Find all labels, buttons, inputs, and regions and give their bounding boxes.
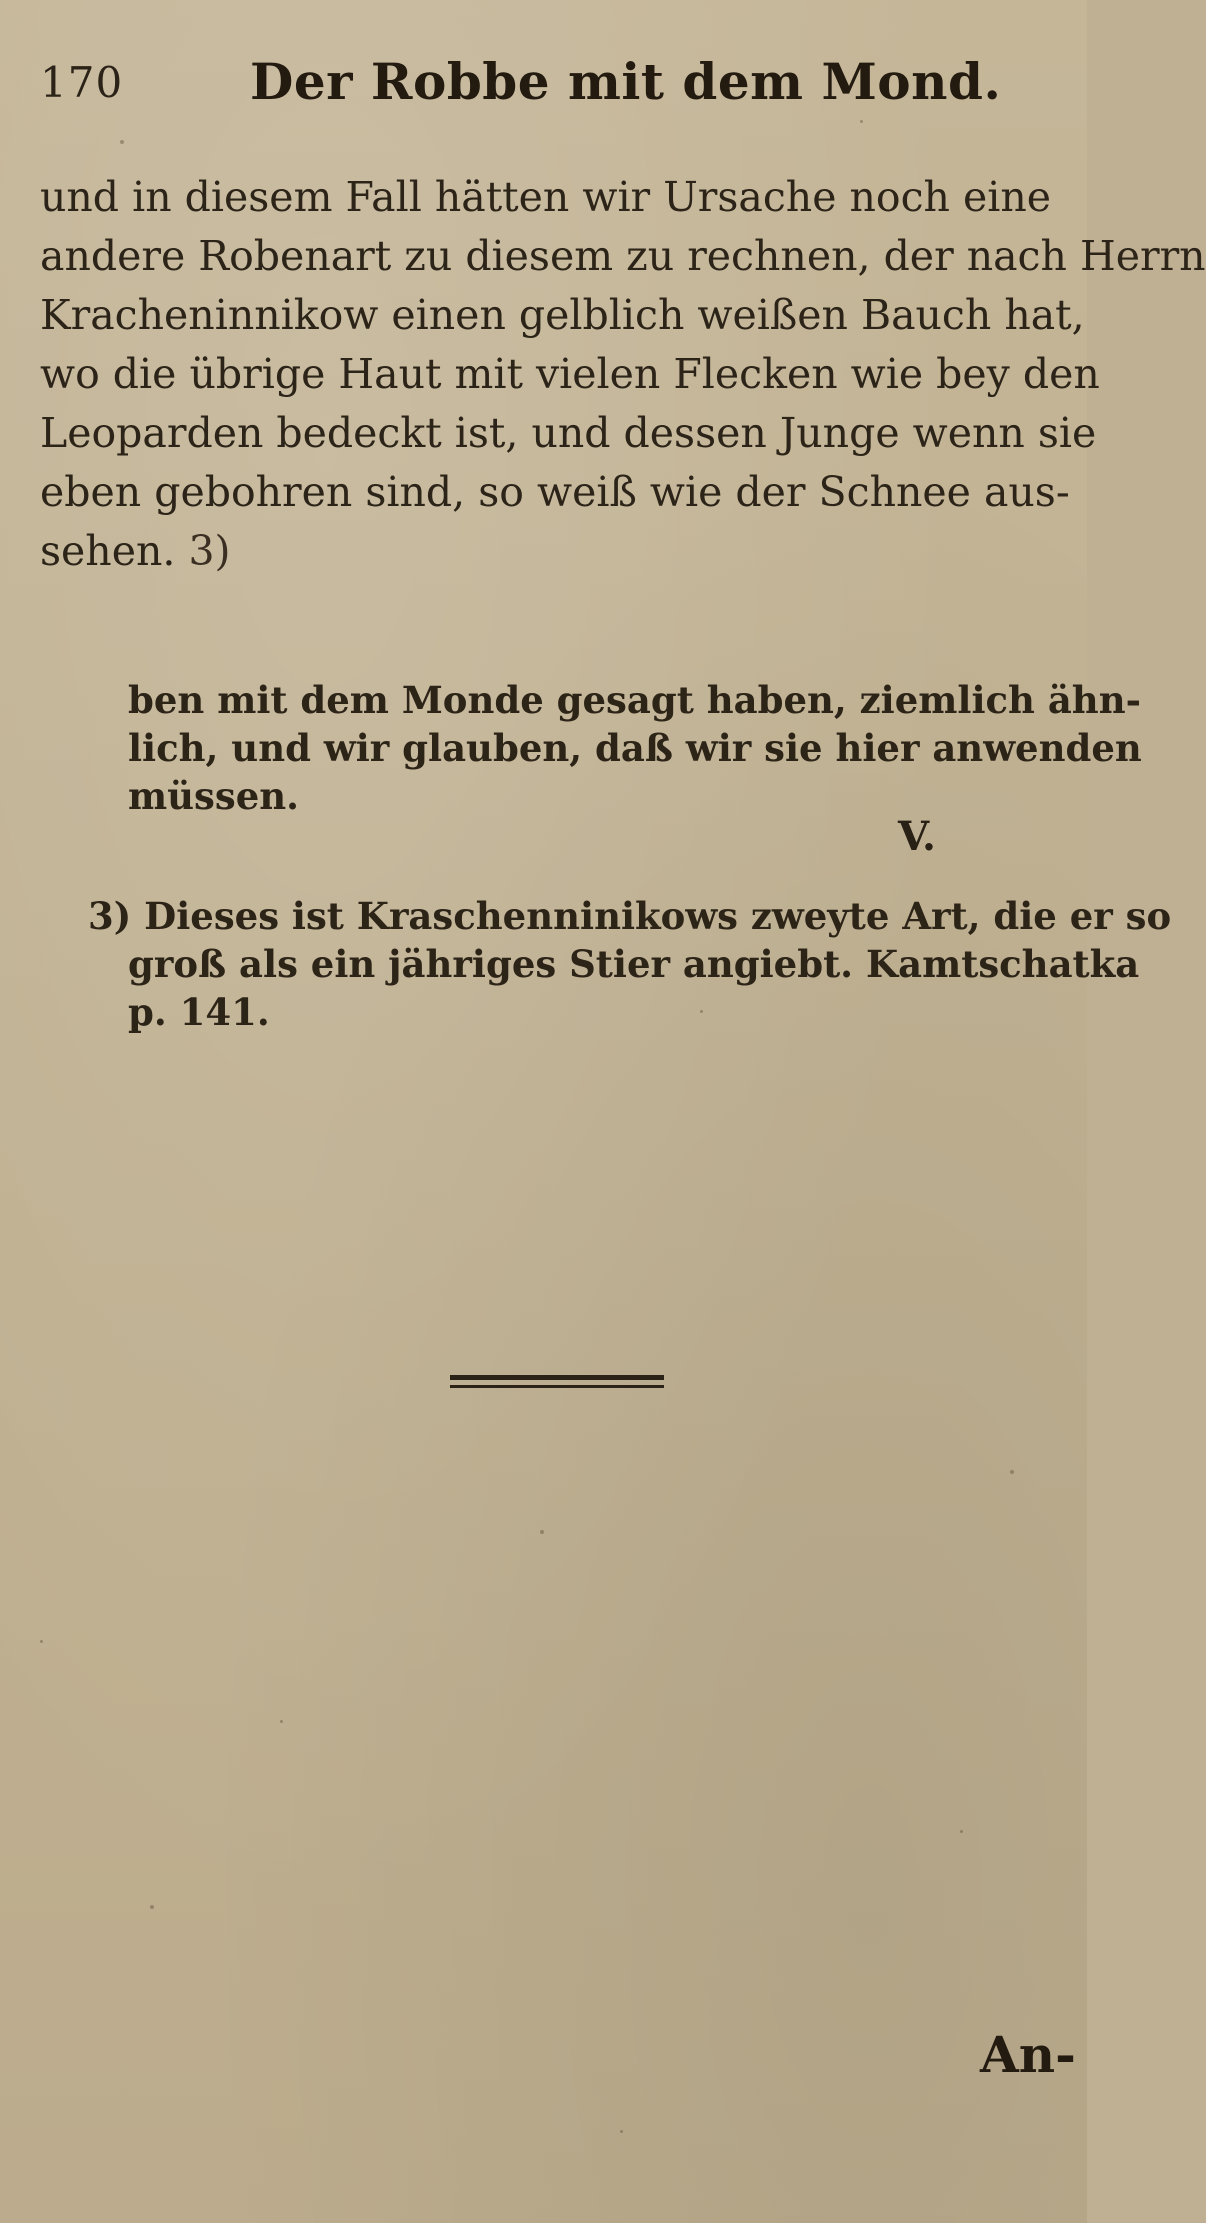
divider-rule-thin [450, 1385, 664, 1388]
body-paragraph [40, 168, 1206, 581]
body-line: eben gebohren sind, so weiß wie der Schnee aus- [40, 468, 1070, 516]
footnote-3-line [88, 892, 1172, 940]
paper-speck [280, 1720, 283, 1723]
footnote-3-text: Dieses ist Kraschenninikows zweyte Art, die er so [144, 894, 1172, 938]
catchword: An- [980, 2025, 1076, 2084]
page-number: 170 [40, 58, 124, 107]
body-line: Kracheninnikow einen gelblich weißen Bauch hat, [40, 291, 1085, 339]
page-header [40, 52, 1040, 112]
paper-speck [960, 1830, 963, 1833]
footnote-3-line: p. 141. [128, 990, 270, 1034]
footnote-continued [128, 676, 1142, 820]
footnote-reference: 3) [188, 527, 231, 575]
body-line: und in diesem Fall hätten wir Ursache noch eine [40, 173, 1052, 221]
paper-speck [150, 1905, 154, 1909]
paper-speck [540, 1530, 544, 1534]
body-line: andere Robenart zu diesem zu rechnen, der nach Herrn [40, 232, 1206, 280]
body-line: wo die übrige Haut mit vielen Flecken wie bey den [40, 350, 1100, 398]
running-head: Der Robbe mit dem Mond. [250, 52, 1002, 111]
footnote-line: müssen. [128, 774, 300, 818]
paper-speck [860, 120, 863, 123]
divider-rule-thick [450, 1375, 664, 1380]
paper-speck [40, 1640, 43, 1643]
paper-speck [120, 140, 124, 144]
footnote-3-marker: 3) [88, 894, 132, 938]
section-divider [450, 1375, 664, 1393]
footnote-3-line: groß als ein jähriges Stier angiebt. Kamtschatka [128, 942, 1140, 986]
footnote-line: ben mit dem Monde gesagt haben, ziemlich ähn- [128, 678, 1141, 722]
paper-speck [1010, 1470, 1014, 1474]
footnote-signature: V. [898, 813, 936, 860]
footnote-line: lich, und wir glauben, daß wir sie hier anwenden [128, 726, 1142, 770]
footnote-3 [88, 892, 1172, 1036]
body-line-text: sehen. [40, 527, 176, 575]
body-line: Leoparden bedeckt ist, und dessen Junge wenn sie [40, 409, 1097, 457]
bleed-through-shadow [30, 565, 1050, 665]
paper-speck [620, 2130, 623, 2133]
